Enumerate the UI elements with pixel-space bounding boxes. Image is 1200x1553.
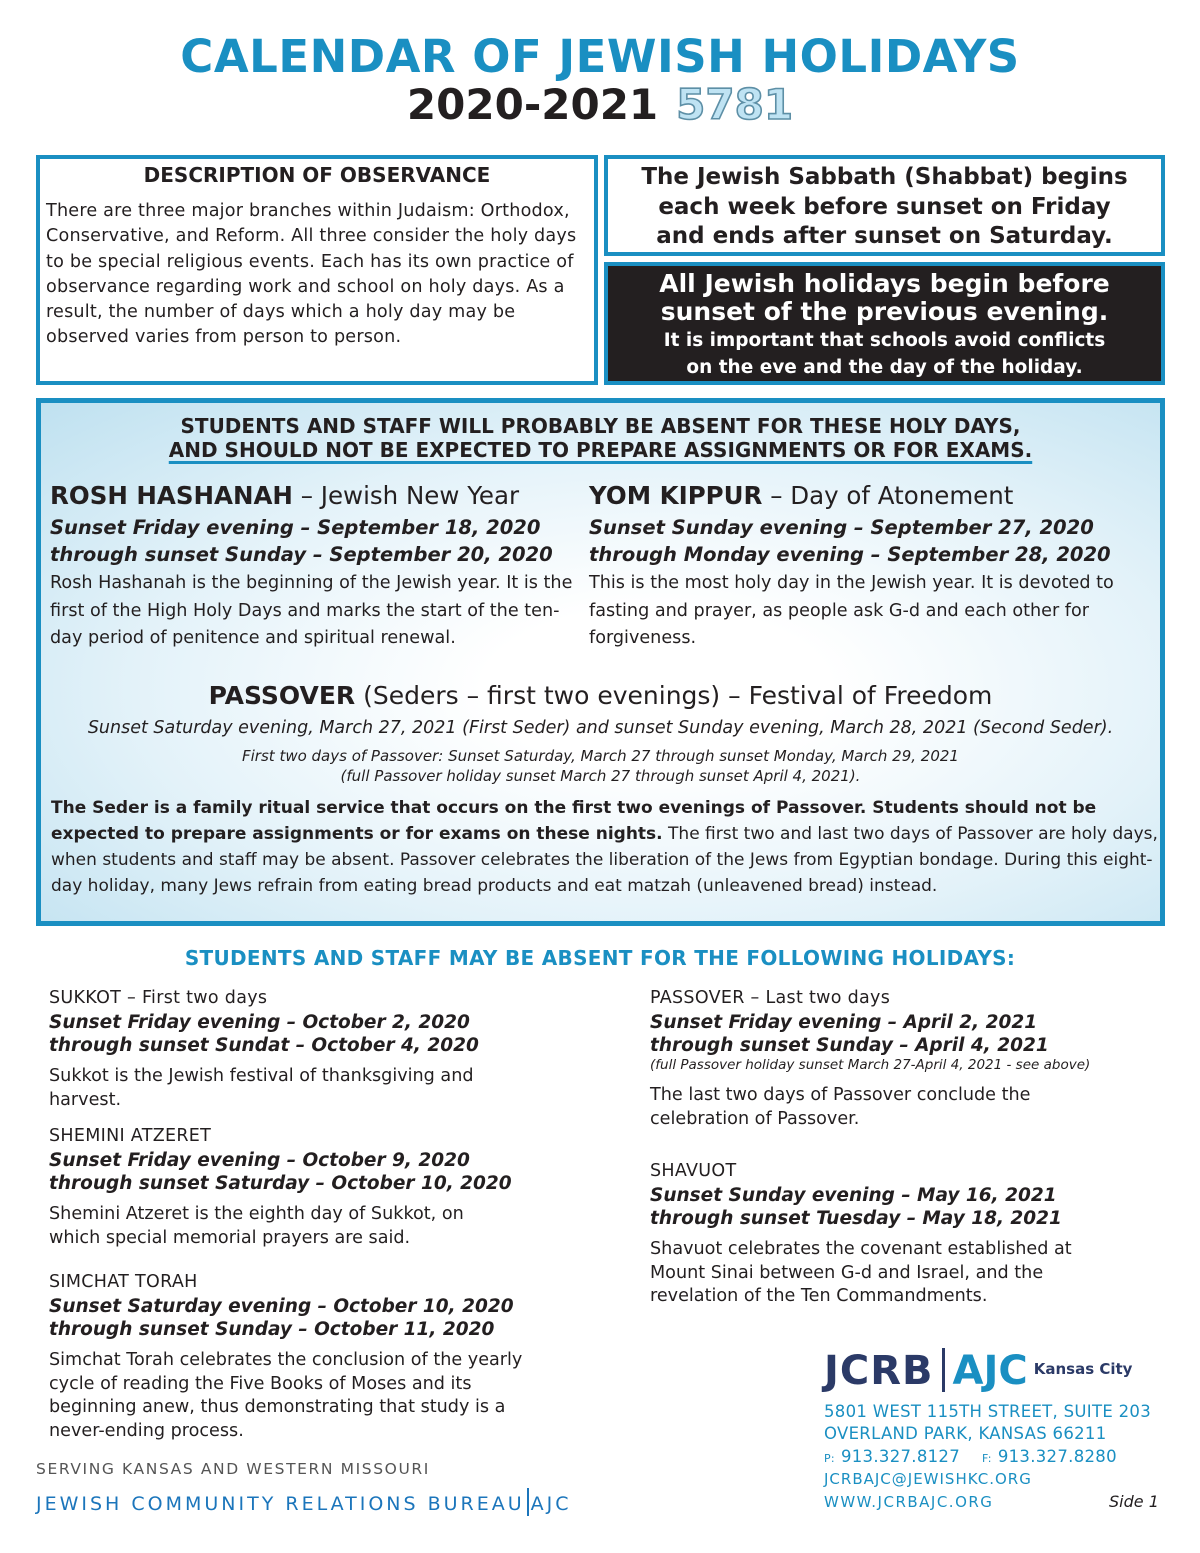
passover-full-holiday: (full Passover holiday sunset March 27 through sunset April 4, 2021). [340, 767, 861, 785]
fax-label: F: [982, 1452, 992, 1465]
bureau-name [36, 1488, 572, 1516]
phone-fax [824, 1447, 1117, 1466]
holiday-date: Sunset Friday evening – September 18, 2020 [50, 516, 541, 539]
holiday-name: ROSH HASHANAH [50, 481, 293, 510]
holiday-description: This is the most holy day in the Jewish year. It is devoted to fasting and prayer, as people ask G-d and each other for forgiveness. [589, 573, 1114, 648]
holiday-date: Sunset Friday evening – April 2, 2021 [650, 1012, 1038, 1033]
bureau-name-left: JEWISH COMMUNITY RELATIONS BUREAU [36, 1493, 525, 1515]
holiday-description: Simchat Torah celebrates the conclusion of the yearly cycle of reading the Five Books of Moses and its beginning anew, thus demonstrating that study is a never-ending process. [49, 1350, 523, 1441]
logo-ajc: AJC [952, 1348, 1028, 1394]
simchat-torah-section [49, 1272, 529, 1443]
website-link[interactable]: WWW.JCRBAJC.ORG [824, 1493, 994, 1511]
serving-tagline: SERVING KANSAS AND WESTERN MISSOURI [36, 1460, 430, 1478]
description-box [36, 155, 598, 385]
passover-title [41, 681, 1160, 710]
sabbath-box [604, 155, 1165, 256]
holidays-note-box [604, 262, 1165, 385]
holiday-name: SIMCHAT TORAH [49, 1272, 198, 1292]
holiday-name: SHAVUOT [650, 1161, 737, 1181]
page-subtitle [0, 80, 1200, 129]
description-text: There are three major branches within Judaism: Orthodox, Conservative, and Reform. All three consider the holy days to be special religious events. Each has its own practice of observance regarding work and school on holy days. As a result, the number of days which a holy day may be observed varies from person to person. [46, 201, 577, 348]
holiday-name: PASSOVER – Last two days [650, 988, 891, 1008]
holiday-date: through Monday evening – September 28, 2020 [589, 543, 1111, 566]
phone-number: 913.327.8127 [840, 1447, 961, 1466]
holiday-date: through sunset Sundat – October 4, 2020 [49, 1035, 479, 1056]
major-heading [41, 415, 1160, 462]
phone-label: P: [824, 1452, 835, 1465]
holiday-note: (full Passover holiday sunset March 27-April 4, 2021 - see above) [650, 1057, 1091, 1073]
holiday-date: through sunset Saturday – October 10, 2020 [49, 1173, 512, 1194]
right-holiday-list [650, 988, 1170, 1309]
page-title: CALENDAR OF JEWISH HOLIDAYS [180, 30, 1020, 83]
passover-seders: Sunset Saturday evening, March 27, 2021 (First Seder) and sunset Sunday evening, March 28, 2021 (Second Seder). [87, 718, 1114, 738]
holidays-note-line: All Jewish holidays begin before [659, 269, 1110, 298]
holiday-date: through sunset Tuesday – May 18, 2021 [650, 1208, 1062, 1229]
holiday-subtitle: – Day of Atonement [770, 481, 1014, 510]
email-link[interactable]: JCRBAJC@JEWISHKC.ORG [824, 1470, 1032, 1488]
rosh-hashanah-title [50, 481, 590, 510]
holiday-date: through sunset Sunday – September 20, 2020 [50, 543, 553, 566]
sabbath-line: each week before sunset on Friday [658, 193, 1111, 220]
holiday-subtitle: – Jewish New Year [300, 481, 520, 510]
holiday-date: Sunset Sunday evening – September 27, 2020 [589, 516, 1094, 539]
hebrew-year: 5781 [676, 80, 794, 129]
holiday-name: PASSOVER [208, 681, 356, 710]
holiday-date: Sunset Friday evening – October 2, 2020 [49, 1012, 470, 1033]
logo-divider [942, 1348, 945, 1392]
major-heading-line: AND SHOULD NOT BE EXPECTED TO PREPARE ASSIGNMENTS OR FOR EXAMS. [168, 437, 1033, 462]
holiday-description: Rosh Hashanah is the beginning of the Jewish year. It is the first of the High Holy Days and marks the start of the ten-day period of penitence and spiritual renewal. [50, 573, 573, 648]
bureau-name-right: AJC [530, 1493, 572, 1515]
holiday-date: Sunset Friday evening – October 9, 2020 [49, 1150, 470, 1171]
fax-number: 913.327.8280 [997, 1447, 1117, 1466]
yom-kippur-title [589, 481, 1159, 510]
holidays-note-line: on the eve and the day of the holiday. [686, 356, 1083, 378]
year-range: 2020-2021 [406, 80, 659, 129]
holiday-description: Sukkot is the Jewish festival of thanksgiving and harvest. [49, 1066, 474, 1110]
holiday-date: through sunset Sunday – October 11, 2020 [49, 1319, 495, 1340]
major-heading-line: STUDENTS AND STAFF WILL PROBABLY BE ABSENT FOR THESE HOLY DAYS, [180, 414, 1021, 438]
description-heading: DESCRIPTION OF OBSERVANCE [143, 163, 491, 187]
logo-jcrb: JCRB [824, 1348, 934, 1394]
holiday-description: The last two days of Passover conclude the celebration of Passover. [650, 1085, 1031, 1129]
sabbath-line: The Jewish Sabbath (Shabbat) begins [641, 164, 1128, 190]
shavuot-section [650, 1161, 1170, 1309]
holidays-note-line: It is important that schools avoid conflicts [663, 330, 1106, 351]
sukkot-section [49, 988, 529, 1112]
jcrb-ajc-logo [824, 1348, 1132, 1394]
passover-dates [41, 746, 1160, 786]
shemini-atzeret-section [49, 1126, 529, 1250]
holiday-name: SUKKOT – First two days [49, 988, 268, 1008]
logo-city: Kansas City [1033, 1360, 1133, 1378]
page-side-label: Side 1 [1109, 1492, 1159, 1511]
holiday-name: SHEMINI ATZERET [49, 1126, 212, 1146]
holiday-date: Sunset Saturday evening – October 10, 2020 [49, 1296, 514, 1317]
major-holidays-box [36, 398, 1165, 926]
passover-bold-text: The Seder is a family ritual service that occurs on the first two evenings of Passover. Students should not be expected to prepare assignments or for exams on these nights. [51, 798, 1097, 844]
passover-last-section [650, 988, 1170, 1131]
holiday-subtitle: (Seders – first two evenings) – Festival of Freedom [363, 681, 993, 710]
holiday-description: Shemini Atzeret is the eighth day of Sukkot, on which special memorial prayers are said. [49, 1204, 464, 1248]
holiday-description: Shavuot celebrates the covenant established at Mount Sinai between G-d and Israel, and the revelation of the Ten Commandments. [650, 1239, 1072, 1306]
passover-text: The first two and last two days of Passover are holy days, when students and staff may be absent. Passover celebrates the liberation of the Jews from Egyptian bondage. During this eight-day holiday, many Jews refrain from eating bread products and eat matzah (unleavened bread) instead. [51, 824, 1158, 896]
holiday-name: YOM KIPPUR [589, 481, 763, 510]
minor-heading: STUDENTS AND STAFF MAY BE ABSENT FOR THE FOLLOWING HOLIDAYS: [184, 946, 1016, 970]
holiday-date: through sunset Sunday – April 4, 2021 [650, 1035, 1049, 1056]
bureau-divider [527, 1488, 529, 1516]
left-holiday-list [49, 988, 529, 1443]
passover-description [51, 795, 1161, 899]
holidays-note-line: sunset of the previous evening. [660, 297, 1109, 326]
address-line: 5801 WEST 115TH STREET, SUITE 203 [824, 1402, 1151, 1421]
holiday-date: Sunset Sunday evening – May 16, 2021 [650, 1185, 1057, 1206]
sabbath-line: and ends after sunset on Saturday. [656, 223, 1113, 249]
yom-kippur-section [589, 481, 1159, 653]
passover-first-days: First two days of Passover: Sunset Saturday, March 27 through sunset Monday, March 29, 2021 [242, 747, 959, 765]
rosh-hashanah-section [50, 481, 590, 653]
address-line: OVERLAND PARK, KANSAS 66211 [824, 1424, 1107, 1443]
